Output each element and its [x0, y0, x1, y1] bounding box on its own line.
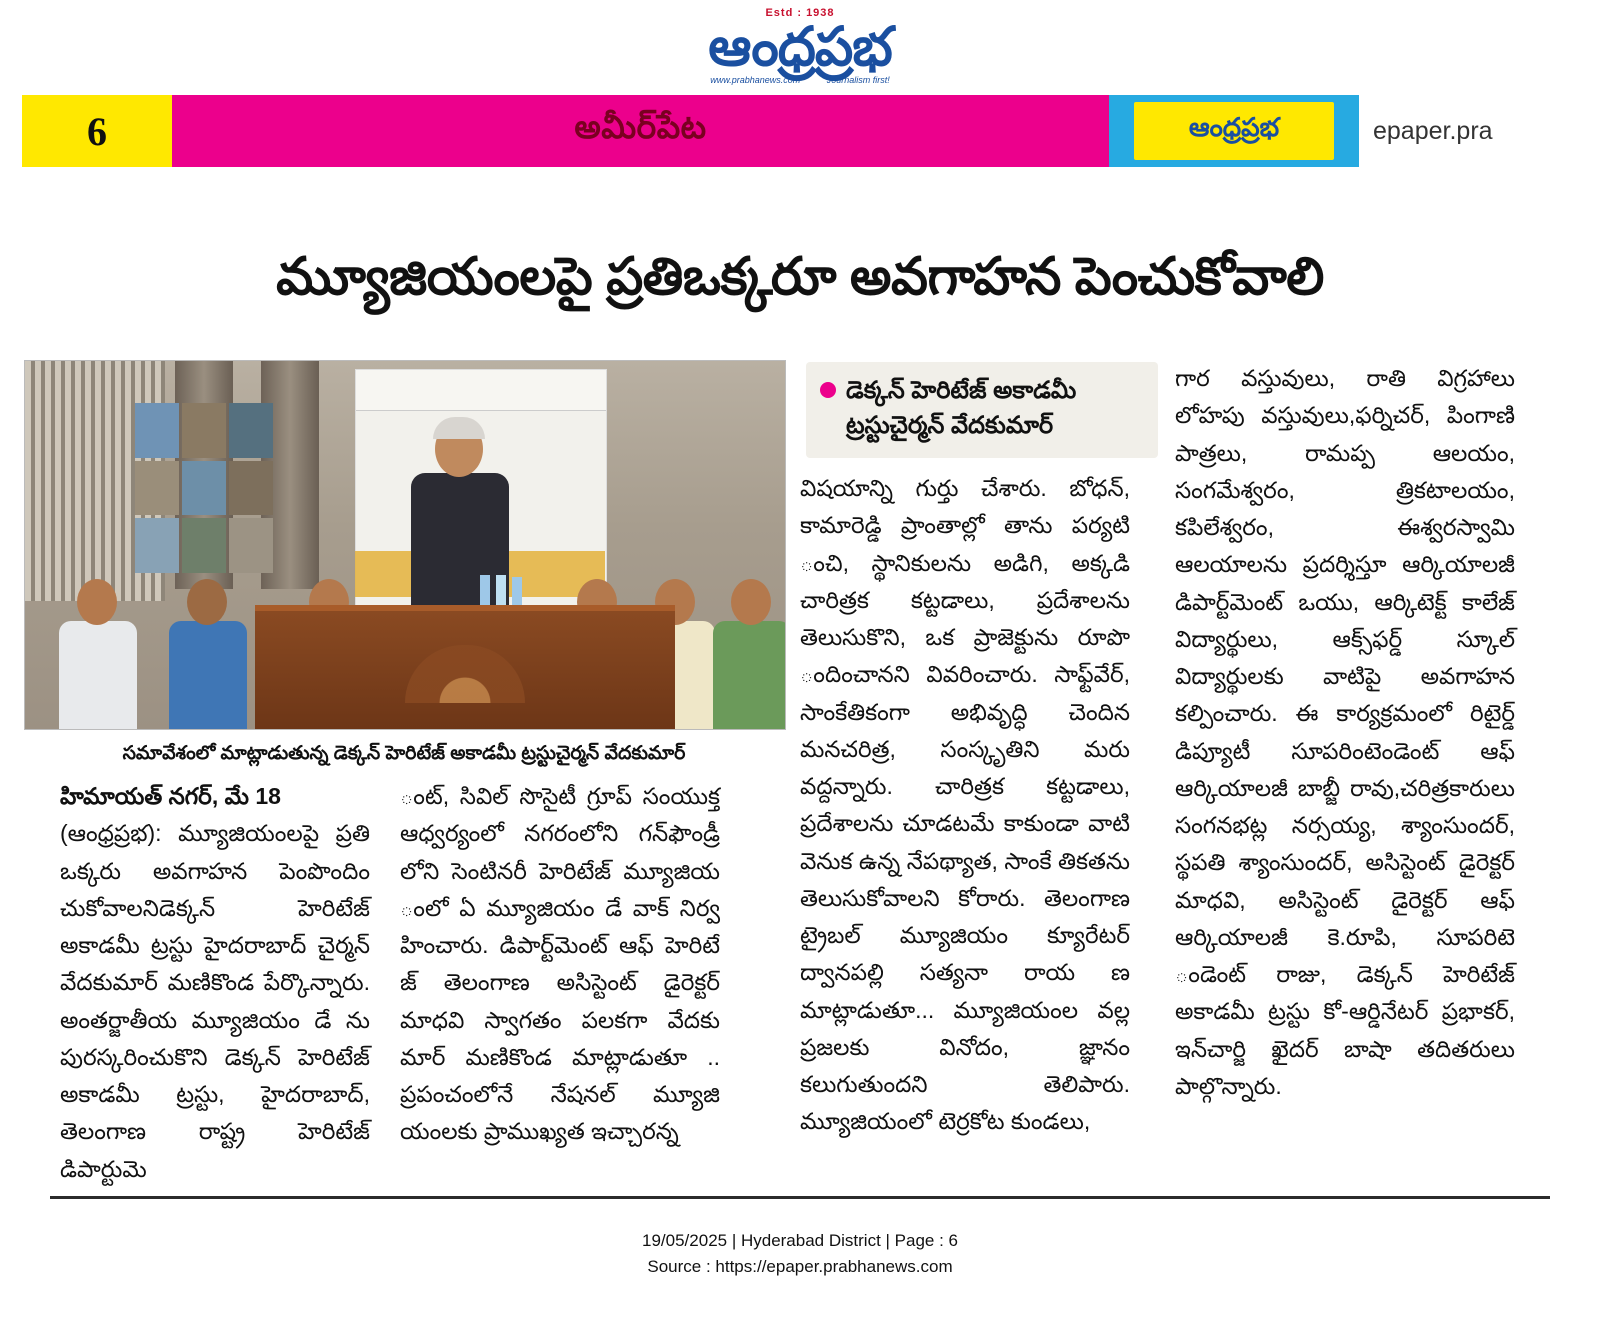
masthead-estd: Estd : 1938: [765, 6, 835, 19]
bullet-dot-icon: [820, 382, 836, 398]
body-column-3: [800, 470, 1130, 1141]
article-photo: [24, 360, 786, 730]
masthead: [0, 0, 1600, 92]
brand-logo-text: ఆంధ్రప్రభ: [1188, 113, 1280, 142]
footer-date-line: 19/05/2025 | Hyderabad District | Page : 6: [642, 1231, 958, 1250]
photo-caption: సమావేశంలో మాట్లాడుతున్న డెక్కన్ హెరిటేజ్ అకాడమీ ట్రస్టుచైర్మన్ వేదకుమార్: [122, 743, 686, 764]
dateline: హిమాయత్ నగర్, మే 18: [60, 783, 281, 809]
section-colorbar: [22, 95, 1578, 167]
section-title-block: [172, 95, 1109, 167]
photo-person-seated: [165, 579, 251, 729]
photo-person-seated: [55, 579, 141, 729]
highlight-text: డెక్కన్ హెరిటేజ్ అకాడమీ ట్రస్టుచైర్మన్ వేదకుమార్: [846, 377, 1077, 439]
epaper-block: [1359, 95, 1578, 167]
brand-logo-box: [1134, 102, 1334, 160]
masthead-title: ఆంధ్రప్రభ: [708, 16, 892, 77]
brand-block: [1109, 95, 1359, 167]
body-column-4: [1175, 360, 1515, 1105]
body-text-4: గార వస్తువులు, రాతి విగ్రహాలు లోహపు వస్తువులు,ఫర్నిచర్, పింగాణి పాత్రలు, రామప్ప ఆలయం, సంగమేశ్వరం, త్రికటాలయం, కపిలేశ్వరం, ఈశ్వరస్వామి ఆలయాలను ప్రదర్శిస్తూ ఆర్కియాలజీ డిపార్ట్‌మెంట్ ఒయు, ఆర్కిటెక్ట్ కాలేజ్ విద్యార్థులు, ఆక్స్‌ఫర్డ్ స్కూల్ విద్యార్థులకు వాటిపై అవగాహన కల్పించారు. ఈ కార్యక్రమంలో రిటైర్డ్ డిప్యూటీ సూపరింటెండెంట్ ఆఫ్ ఆర్కియాలజీ బాబ్జీ రావు,చరిత్రకారులు సంగనభట్ల నర్సయ్య, శ్యాంసుందర్, స్థపతి శ్యాంసుందర్, అసిస్టెంట్ డైరెక్టర్ మాధవి, అసిస్టెంట్ డైరెక్టర్ ఆఫ్ ఆర్కియాలజీ కె.రూపి, సూపరిటె ండెంట్ రాజు, డెక్కన్ హెరిటేజ్ అకాడమీ ట్రస్టు కో-ఆర్డినేటర్ ప్రభాకర్, ఇన్‌చార్జి ఖైదర్ బాషా తదితరులు పాల్గొన్నారు.: [1175, 365, 1515, 1099]
body-text-1: (ఆంధ్రప్రభ): మ్యూజియంలపై ప్రతి ఒక్కరు అవగాహన పెంపొందిం చుకోవాలనిడెక్కన్ హెరిటేజ్ అకాడమీ ట్రస్టు హైదరాబాద్ చైర్మన్ వేదకుమార్ మణికొండ పేర్కొన్నారు. అంతర్జాతీయ మ్యూజియం డే ను పురస్కరించుకొని డెక్కన్ హెరిటేజ్ అకాడమీ ట్రస్టు, హైదరాబాద్, తెలంగాణ రాష్ట్ర హెరిటేజ్ డిపార్టుమె: [60, 820, 370, 1182]
body-text-3: విషయాన్ని గుర్తు చేశారు. బోధన్, కామారెడ్డి ప్రాంతాల్లో తాను పర్యటి ంచి, స్థానికులను అడిగి, అక్కడి చారిత్రక కట్టడాలు, ప్రదేశాలను తెలుసుకొని, ఒక ప్రాజెక్టును రూపొ ందించానని వివరించారు. సాఫ్ట్‌వేర్, సాంకేతికంగా అభివృద్ధి చెందిన మనచరిత్ర, సంస్కృతిని మరు వద్దన్నారు. చారిత్రక కట్టడాలు, ప్రదేశాలను చూడటమే కాకుండా వాటి వెనుక ఉన్న నేపథ్యాత, సాంకే తికతను తెలుసుకోవాలని కోరారు. తెలంగాణ ట్రైబల్ మ్యూజియం క్యూరేటర్ ద్వానపల్లి సత్యనా రాయ ణ మాట్లాడుతూ... మ్యూజియంల వల్ల ప్రజలకు వినోదం, జ్ఞానం కలుగుతుందని తెలిపారు. మ్యూజియంలో టెర్రకోట కుండలు,: [800, 475, 1130, 1135]
highlight-box: [806, 362, 1158, 458]
section-title: అమీర్‌పేట: [574, 108, 707, 145]
body-column-2: [400, 778, 720, 1151]
banner-header: [356, 370, 606, 411]
photo-person-seated: [709, 579, 786, 729]
article-headline: మ్యూజియంలపై ప్రతిఒక్కరూ అవగాహన పెంచుకోవాలి: [276, 248, 1324, 306]
page-number-block: [22, 95, 172, 167]
photo-podium-table: [255, 605, 675, 729]
masthead-tagline: Journalism first!: [826, 74, 890, 85]
masthead-website: www.prabhanews.com: [710, 74, 801, 85]
epaper-url-text: epaper.pra: [1373, 116, 1493, 145]
body-column-1: [60, 778, 370, 1188]
masthead-logo: [708, 8, 892, 85]
footer-source-line: Source : https://epaper.prabhanews.com: [647, 1257, 953, 1277]
page-number: 6: [87, 108, 107, 154]
banner-image-grid: [135, 403, 273, 573]
podium-emblem: [405, 645, 525, 703]
photo-speaker: [405, 421, 515, 621]
footer-divider: [50, 1196, 1550, 1199]
page-footer: [0, 1228, 1600, 1281]
masthead-subline: [708, 76, 892, 85]
body-text-2: ంట్, సివిల్ సొసైటీ గ్రూప్ సంయుక్త ఆధ్వర్యంలో నగరంలోని గన్‌ఫౌండ్రీ లోని సెంటినరీ హెరిటేజ్ మ్యూజియ ంలో ఏ మ్యూజియం డే వాక్ నిర్వ హించారు. డిపార్ట్‌మెంట్ ఆఫ్ హెరిటే జ్ తెలంగాణ అసిస్టెంట్ డైరెక్టర్ మాధవి స్వాగతం పలకగా వేదకు మార్ మణికొండ మాట్లాడుతూ .. ప్రపంచంలోనే నేషనల్ మ్యూజి యంలకు ప్రాముఖ్యత ఇచ్చారన్న: [400, 783, 720, 1145]
article-photo-block: [24, 360, 784, 767]
